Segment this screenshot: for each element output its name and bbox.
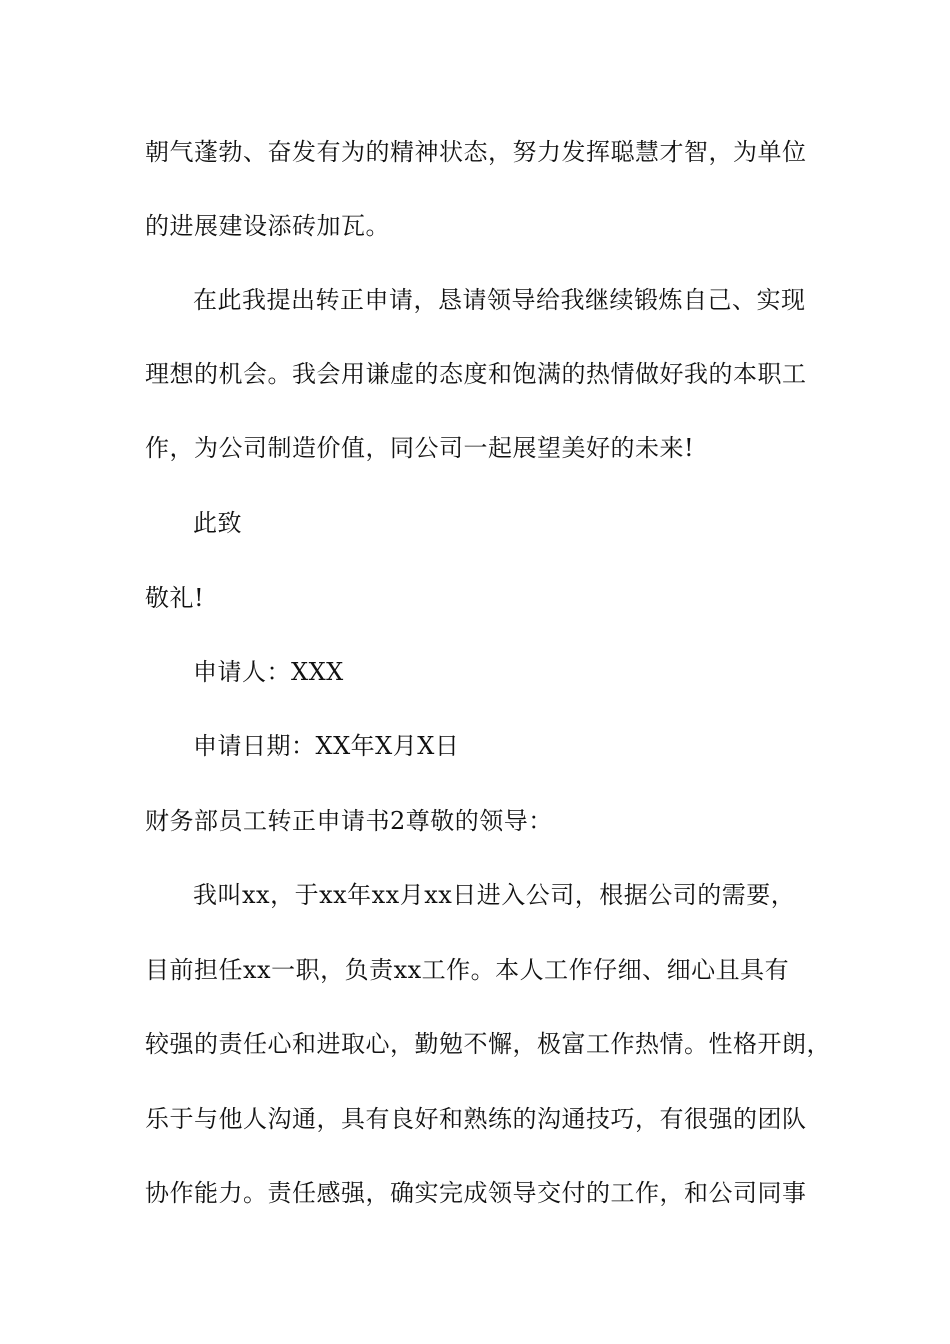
- body-line: 较强的责任心和进取心，勤勉不懈，极富工作热情。性格开朗，: [145, 1030, 831, 1058]
- paragraph-line: 在此我提出转正申请，恳请领导给我继续锻炼自己、实现: [193, 286, 806, 314]
- section-title-line: 财务部员工转正申请书2尊敬的领导：: [145, 807, 553, 835]
- paragraph-line: 我叫xx，于xx年xx月xx日进入公司，根据公司的需要，: [193, 881, 796, 909]
- date-line: 申请日期：XX年X月X日: [193, 732, 460, 760]
- body-line: 目前担任xx一职，负责xx工作。本人工作仔细、细心且具有: [145, 956, 790, 984]
- body-line: 理想的机会。我会用谦虚的态度和饱满的热情做好我的本职工: [145, 360, 807, 388]
- body-line: 朝气蓬勃、奋发有为的精神状态，努力发挥聪慧才智，为单位: [145, 138, 807, 166]
- body-line: 作，为公司制造价值，同公司一起展望美好的未来!: [145, 434, 695, 462]
- body-line: 协作能力。责任感强，确实完成领导交付的工作，和公司同事: [145, 1179, 807, 1207]
- body-line: 的进展建设添砖加瓦。: [145, 212, 390, 240]
- salutation-line: 此致: [193, 509, 242, 537]
- body-line: 乐于与他人沟通，具有良好和熟练的沟通技巧，有很强的团队: [145, 1105, 807, 1133]
- applicant-line: 申请人：XXX: [193, 658, 344, 686]
- closing-line: 敬礼!: [145, 584, 205, 612]
